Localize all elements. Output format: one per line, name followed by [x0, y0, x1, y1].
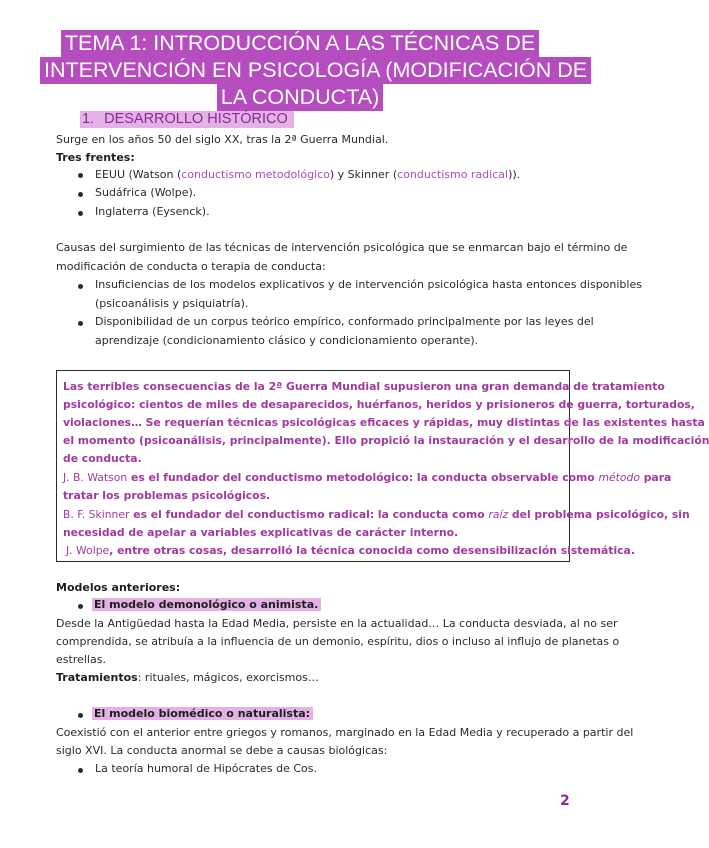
bullet-icon [78, 604, 83, 609]
title-line-3: LA CONDUCTA) [217, 84, 383, 111]
conductismo-radical-term: conductismo radical [397, 168, 509, 181]
box-wolpe-line: J. Wolpe, entre otras cosas, desarrolló la técnica conocida como desensibilización sistemática. [66, 544, 635, 557]
bullet-icon [78, 211, 83, 216]
frente-item-sudafrica: Sudáfrica (Wolpe). [95, 186, 197, 199]
causa-item-2-line-1: Disponibilidad de un corpus teórico empírico, conformado principalmente por las leyes del [95, 315, 594, 328]
box-paragraph-line: el momento (psicoanálisis, principalmente). Ello propició la instauración y el desarrollo de la modificación [63, 434, 709, 447]
bullet-icon [78, 173, 83, 178]
modelos-label: Modelos anteriores: [56, 581, 181, 594]
bullet-icon [78, 284, 83, 289]
box-skinner-line-1: B. F. Skinner es el fundador del conductismo radical: la conducta como raíz del problema psicológico, sin [63, 508, 690, 521]
page-number: 2 [560, 793, 570, 809]
box-watson-line-1: J. B. Watson es el fundador del conductismo metodológico: la conducta observable como método para [63, 471, 672, 484]
tratamientos-line: Tratamientos: rituales, mágicos, exorcismos… [56, 671, 319, 684]
demonologico-line-2: comprendida, se atribuía a la influencia de un demonio, espíritu, dios o incluso al influjo de planetas o [56, 635, 620, 648]
bullet-icon [78, 192, 83, 197]
biomedico-line-1: Coexistió con el anterior entre griegos y romanos, marginado en la Edad Media y recuperado a partir del [56, 726, 634, 739]
frente-item-inglaterra: Inglaterra (Eysenck). [95, 205, 210, 218]
box-skinner-line-2: necesidad de apelar a variables explicativas de carácter interno. [63, 526, 459, 539]
causas-intro-line-2: modificación de conducta o terapia de conducta: [56, 260, 326, 273]
skinner-name: B. F. Skinner [63, 508, 130, 521]
bullet-icon [78, 768, 83, 773]
conductismo-metodologico-term: conductismo metodológico [181, 168, 330, 181]
box-paragraph-line: violaciones… Se requerían técnicas psicológicas eficaces y rápidas, muy distintas de las existentes hasta [63, 416, 705, 429]
modelo-biomedico-title: El modelo biomédico o naturalista: [92, 706, 313, 722]
highlight-box [56, 370, 709, 562]
wolpe-name: J. Wolpe [66, 544, 110, 557]
box-paragraph-line: psicológico: cientos de miles de desaparecidos, huérfanos, heridos y prisioneros de guerra, torturados, [63, 398, 695, 411]
tratamientos-label: Tratamientos [56, 671, 138, 684]
box-paragraph-line: de conducta. [63, 452, 142, 465]
section-number: 1. [82, 111, 95, 127]
demonologico-line-1: Desde la Antigüedad hasta la Edad Media, persiste en la actualidad… La conducta desviada, al no ser [56, 617, 618, 630]
biomedico-line-2: siglo XVI. La conducta anormal se debe a causas biológicas: [56, 744, 388, 757]
bullet-icon [78, 713, 83, 718]
causa-item-1-line-2: (psicoanálisis y psiquiatría). [95, 297, 249, 310]
causa-item-2-line-2: aprendizaje (condicionamiento clásico y condicionamiento operante). [95, 334, 479, 347]
document-title [40, 30, 588, 111]
frente-item-eeuu: EEUU (Watson (conductismo metodológico) y Skinner (conductismo radical)). [95, 168, 521, 181]
modelo-demonologico-title: El modelo demonológico o animista. [92, 597, 321, 613]
causas-intro-line-1: Causas del surgimiento de las técnicas de intervención psicológica que se enmarcan bajo el término de [56, 241, 628, 254]
box-paragraph-line: Las terribles consecuencias de la 2ª Guerra Mundial supusieron una gran demanda de tratamiento [63, 380, 665, 393]
section-heading [80, 111, 294, 130]
frentes-label: Tres frentes: [56, 151, 135, 164]
biomedico-bullet-item: La teoría humoral de Hipócrates de Cos. [95, 762, 317, 775]
demonologico-line-3: estrellas. [56, 653, 106, 666]
title-line-2: INTERVENCIÓN EN PSICOLOGÍA (MODIFICACIÓN DE [40, 57, 591, 84]
title-line-1: TEMA 1: INTRODUCCIÓN A LAS TÉCNICAS DE [61, 30, 539, 57]
causa-item-1-line-1: Insuficiencias de los modelos explicativos y de intervención psicológica hasta entonces disponibles [95, 278, 642, 291]
intro-text: Surge en los años 50 del siglo XX, tras la 2ª Guerra Mundial. [56, 133, 389, 146]
watson-name: J. B. Watson [63, 471, 128, 484]
bullet-icon [78, 321, 83, 326]
box-watson-line-2: tratar los problemas psicológicos. [63, 489, 271, 502]
section-title: DESARROLLO HISTÓRICO [104, 111, 288, 127]
